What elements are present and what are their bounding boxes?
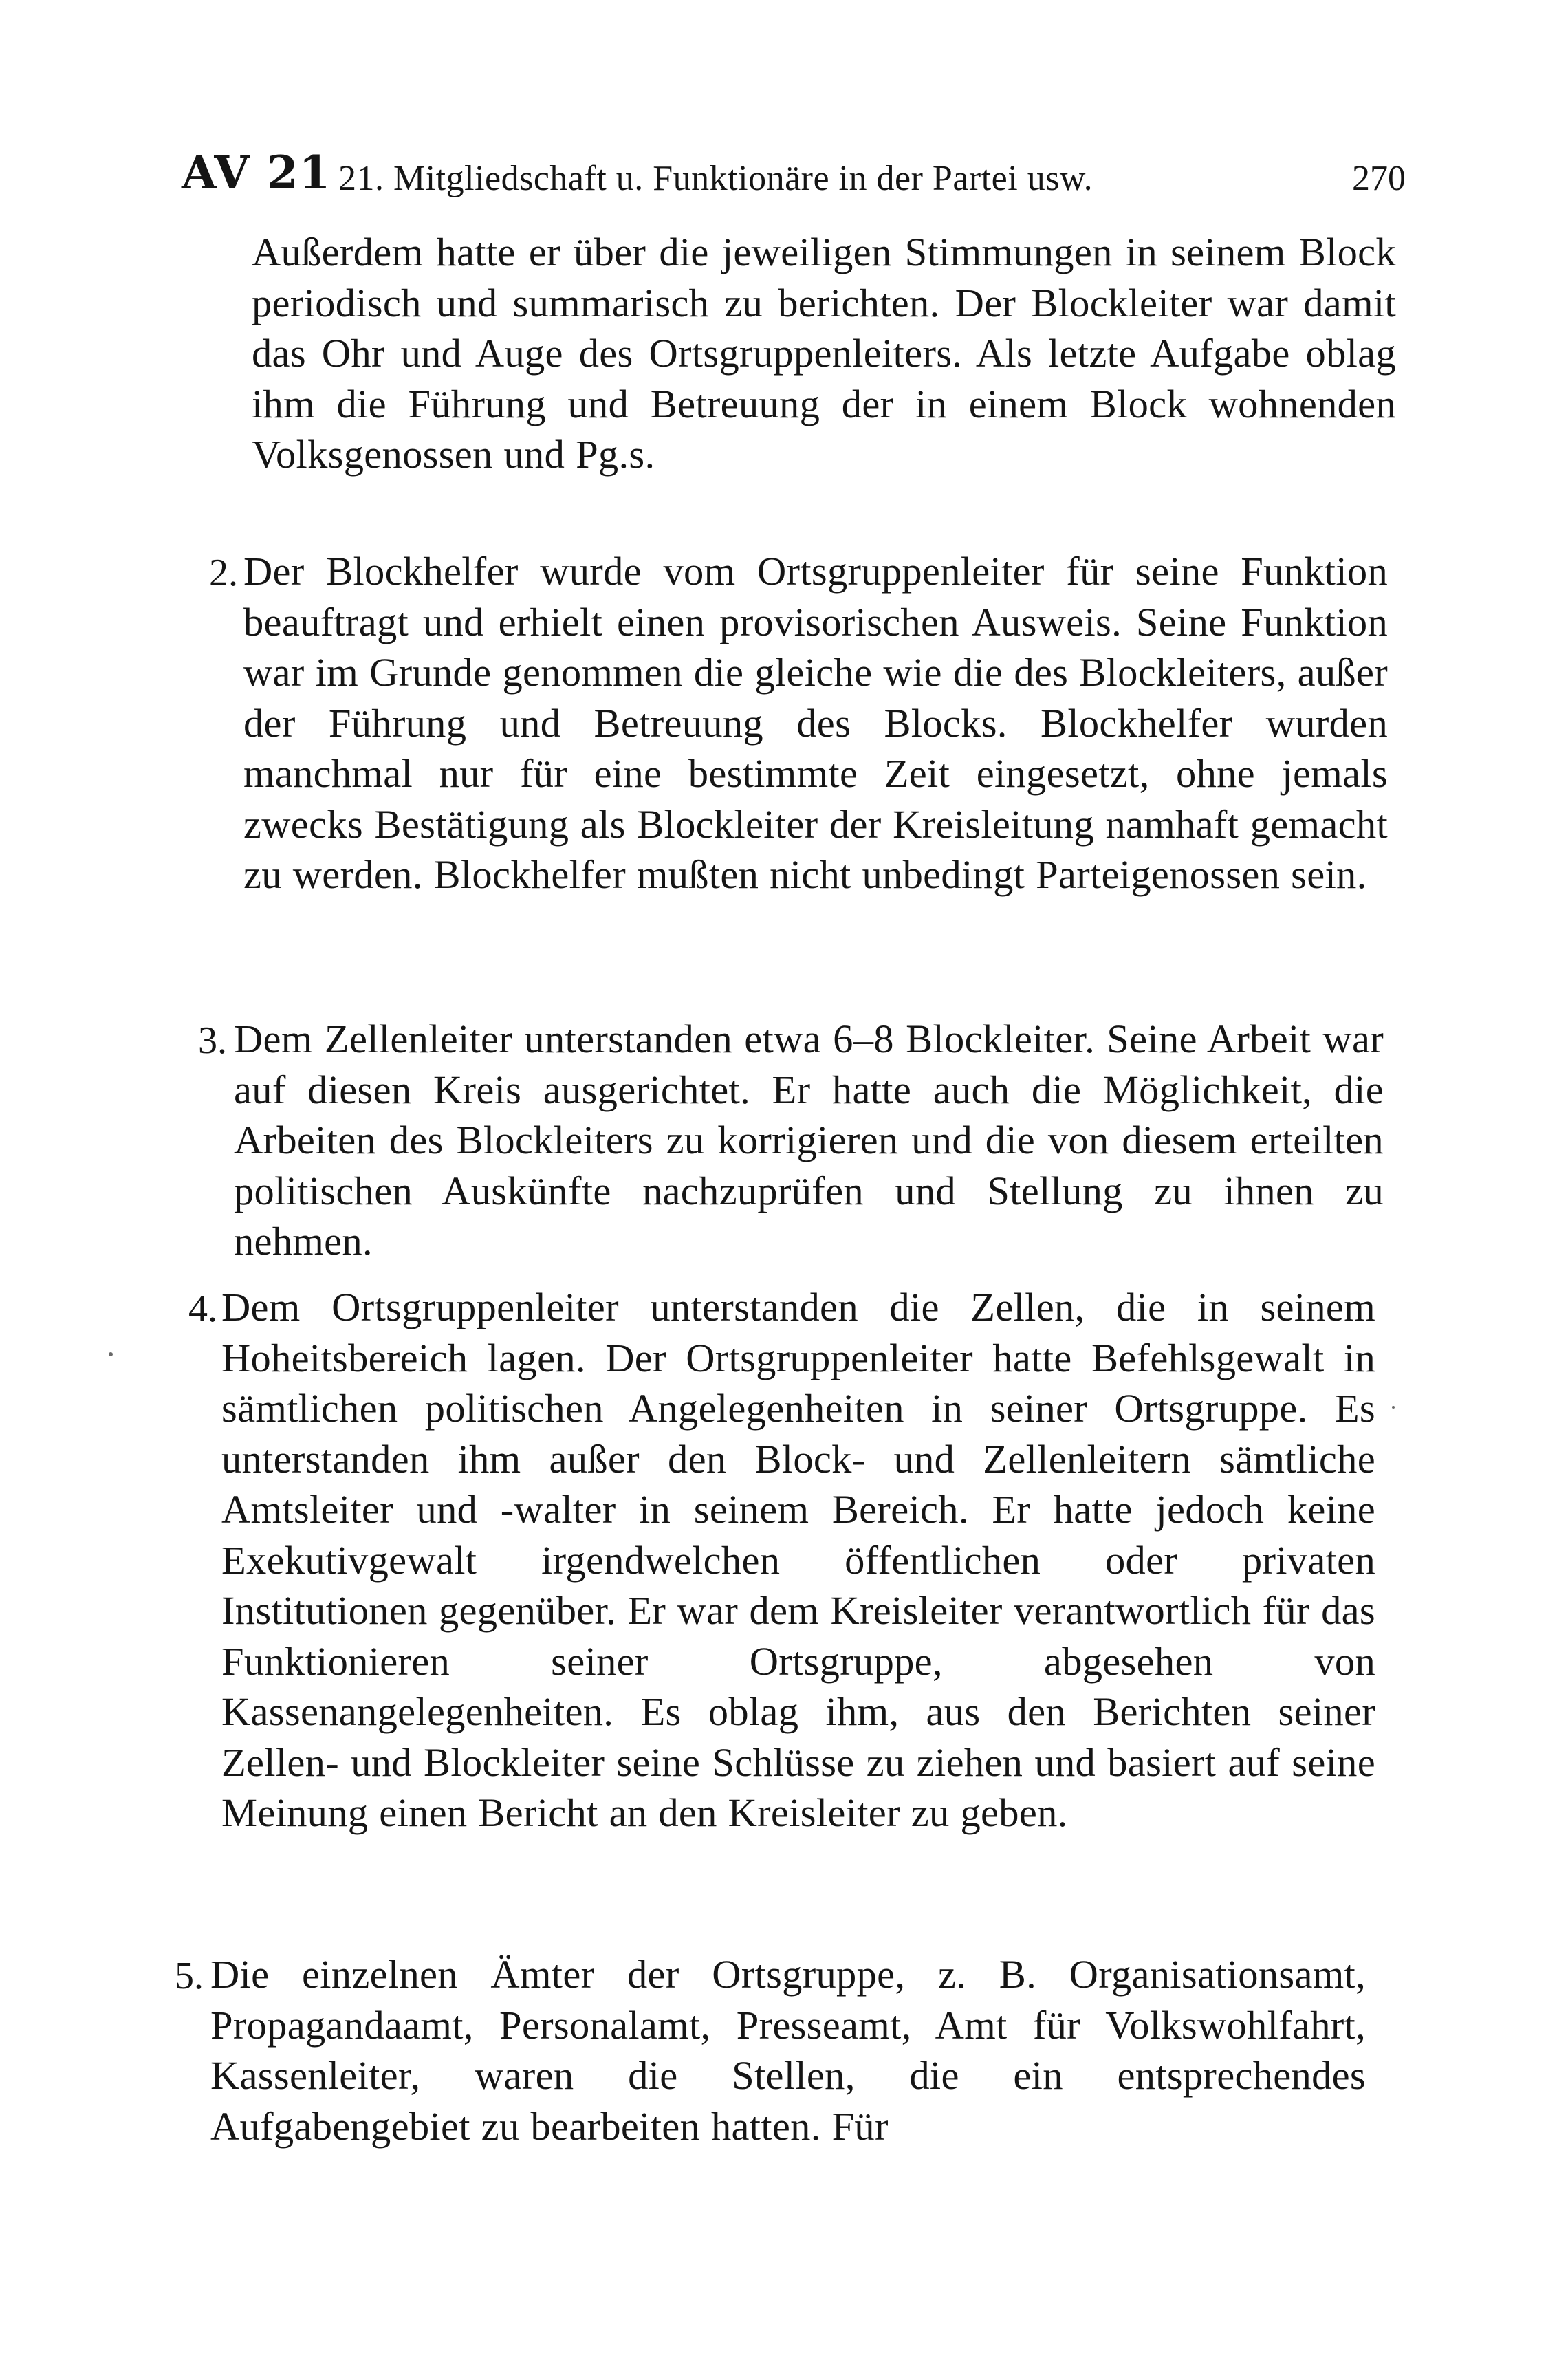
scan-speck bbox=[1392, 1406, 1395, 1409]
paragraph-text: Der Blockhelfer wurde vom Ortsgruppenleiter für seine Funktion beauftragt und erhielt einen provisorischen Ausweis. Seine Funktion war im Grunde genommen die gleiche wie die des Blockleiters, außer der Führung und Betreuung des Blocks. Blockhelfer wurden manchmal nur für eine bestimmte Zeit eingesetzt, ohne jemals zwecks Bestätigung als Blockleiter der Kreisleitung namhaft gemacht zu werden. Blockhelfer mußten nicht unbedingt Parteigenossen sein. bbox=[243, 549, 1388, 897]
page-header bbox=[182, 146, 1406, 208]
item-number: 5. bbox=[175, 1955, 204, 1997]
running-title: 21. Mitgliedschaft u. Funktionäre in der Partei usw. bbox=[338, 159, 1093, 198]
document-code: AV 21 bbox=[182, 146, 331, 199]
item-number: 3. bbox=[198, 1019, 227, 1062]
paragraph-text: Außerdem hatte er über die jeweiligen Stimmungen in seinem Block periodisch und summarisch zu berichten. Der Blockleiter war damit das Ohr und Auge des Ortsgruppenleiters. Als letzte Aufgabe oblag ihm die Führung und Betreuung der in einem Block wohnenden Volksgenossen und Pg.s. bbox=[252, 230, 1396, 477]
paragraph-text: Dem Ortsgruppenleiter unterstanden die Zellen, die in seinem Hoheitsbereich lagen. Der Ortsgruppenleiter hatte Befehlsgewalt in sämtlichen politischen Angelegenheiten in seiner Ortsgruppe. Es unterstanden ihm außer den Block- und Zellenleitern sämtliche Amtsleiter und -walter in seinem Bereich. Er hatte jedoch keine Exekutivgewalt irgendwelchen öffentlichen oder privaten Institutionen gegenüber. Er war dem Kreisleiter verantwortlich für das Funktionieren seiner Ortsgruppe, abgesehen von Kassenangelegenheiten. Es oblag ihm, aus den Berichten seiner Zellen- und Blockleiter seine Schlüsse zu ziehen und basiert auf seine Meinung einen Bericht an den Kreisleiter zu geben. bbox=[221, 1285, 1375, 1835]
item-number: 4. bbox=[188, 1288, 217, 1330]
paragraph-text: Dem Zellenleiter unterstanden etwa 6–8 Blockleiter. Seine Arbeit war auf diesen Kreis ausgerichtet. Er hatte auch die Möglichkeit, die Arbeiten des Blockleiters zu korrigieren und die von diesem erteilten politischen Auskünfte nachzuprüfen und Stellung zu ihnen zu nehmen. bbox=[234, 1017, 1384, 1263]
scan-speck bbox=[109, 1352, 113, 1356]
page-number: 270 bbox=[1352, 159, 1406, 198]
item-number: 2. bbox=[209, 552, 238, 594]
paragraph-text: Die einzelnen Ämter der Ortsgruppe, z. B. Organisationsamt, Propagandaamt, Personalamt, Presseamt, Amt für Volkswohlfahrt, Kassenleiter, waren die Stellen, die ein entsprechendes Aufgabengebiet zu bearbeiten hatten. Für bbox=[210, 1952, 1366, 2149]
